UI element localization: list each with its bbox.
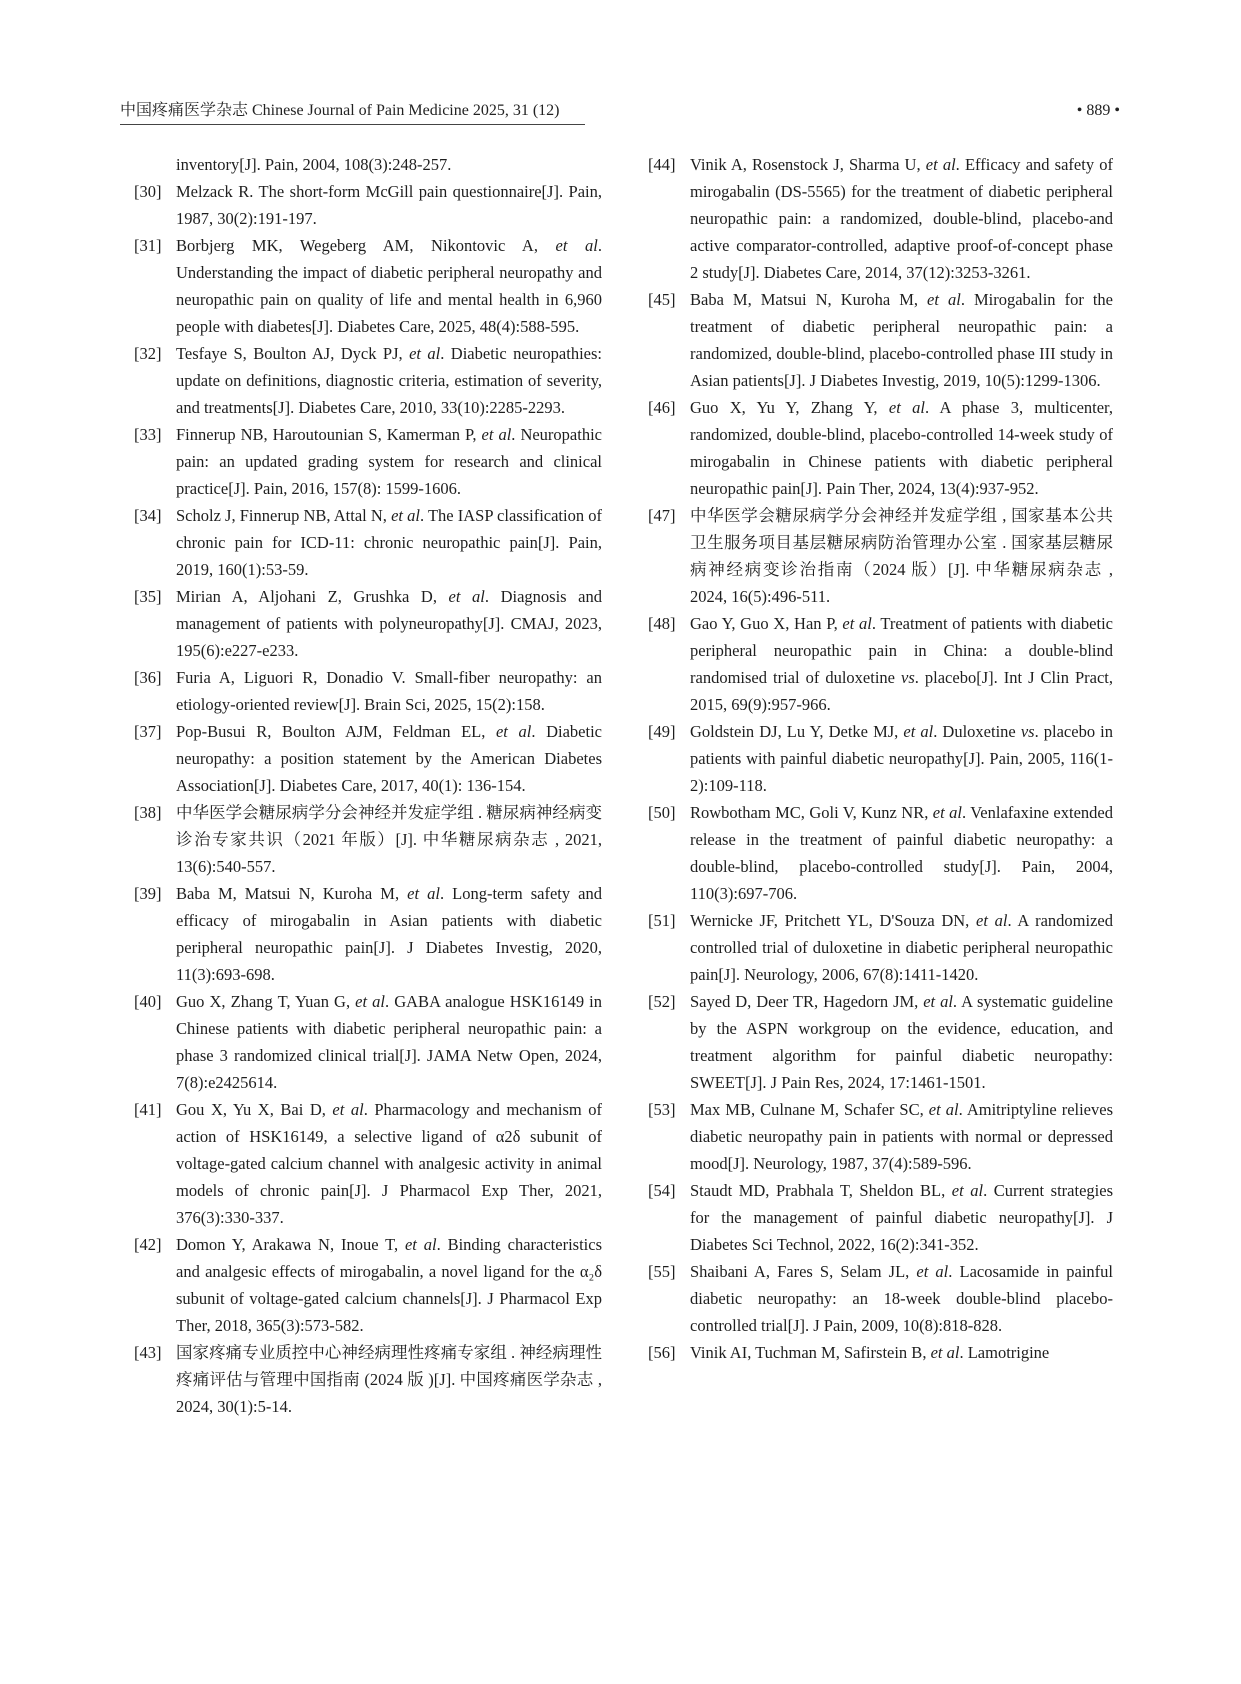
reference-entry: [648, 502, 1113, 610]
reference-text: inventory[J]. Pain, 2004, 108(3):248-257.: [176, 155, 452, 174]
reference-text: Baba M, Matsui N, Kuroha M, et al. Long-term safety and efficacy of mirogabalin in Asian patients with diabetic peripheral neuropathic pain[J]. J Diabetes Investig, 2020, 11(3):693-698.: [176, 884, 603, 984]
reference-number: [31]: [134, 236, 162, 255]
reference-entry: [648, 1177, 1113, 1258]
reference-number: [30]: [134, 182, 162, 201]
reference-number: [49]: [648, 722, 676, 741]
reference-text: 国家疼痛专业质控中心神经病理性疼痛专家组 . 神经病理性疼痛评估与管理中国指南 (2024 版 )[J]. 中国疼痛医学杂志 , 2024, 30(1):5-14.: [176, 1343, 602, 1416]
reference-entry: [134, 151, 602, 178]
reference-number: [34]: [134, 506, 162, 525]
reference-number: [45]: [648, 290, 676, 309]
reference-entry: [648, 1258, 1113, 1339]
reference-text: Sayed D, Deer TR, Hagedorn JM, et al. A systematic guideline by the ASPN workgroup on the evidence, education, and treatment algorithm for painful diabetic neuropathy: SWEET[J]. J Pain Res, 2024, 17:1461-1501.: [690, 992, 1113, 1092]
reference-text: Melzack R. The short-form McGill pain questionnaire[J]. Pain, 1987, 30(2):191-197.: [176, 182, 602, 228]
reference-number: [54]: [648, 1181, 676, 1200]
reference-entry: [648, 799, 1113, 907]
reference-number: [36]: [134, 668, 162, 687]
reference-text: Furia A, Liguori R, Donadio V. Small-fiber neuropathy: an etiology-oriented review[J]. Brain Sci, 2025, 15(2):158.: [176, 668, 602, 714]
reference-entry: [134, 799, 602, 880]
reference-entry: [134, 583, 602, 664]
reference-number: [37]: [134, 722, 162, 741]
reference-entry: [134, 1096, 602, 1231]
reference-entry: [648, 286, 1113, 394]
reference-number: [38]: [134, 803, 162, 822]
reference-number: [46]: [648, 398, 676, 417]
reference-entry: [134, 664, 602, 718]
reference-entry: [134, 340, 602, 421]
reference-number: [32]: [134, 344, 162, 363]
reference-entry: [134, 421, 602, 502]
reference-entry: [134, 880, 602, 988]
page-number: • 889 •: [1076, 102, 1120, 119]
reference-number: [48]: [648, 614, 676, 633]
reference-text: Wernicke JF, Pritchett YL, D'Souza DN, et al. A randomized controlled trial of duloxetine in diabetic peripheral neuropathic pain[J]. Neurology, 2006, 67(8):1411-1420.: [690, 911, 1113, 984]
reference-number: [41]: [134, 1100, 162, 1119]
reference-entry: [134, 178, 602, 232]
reference-entry: [648, 394, 1113, 502]
reference-entry: [134, 1231, 602, 1339]
running-header: [120, 100, 1120, 126]
reference-column-left: [134, 151, 602, 1420]
reference-text: Guo X, Zhang T, Yuan G, et al. GABA analogue HSK16149 in Chinese patients with diabetic peripheral neuropathic pain: a phase 3 randomized clinical trial[J]. JAMA Netw Open, 2024, 7(8):e2425614.: [176, 992, 602, 1092]
reference-entry: [648, 1339, 1113, 1366]
reference-text: Gao Y, Guo X, Han P, et al. Treatment of patients with diabetic peripheral neuropathic pain in China: a double-blind randomised trial of duloxetine vs. placebo[J]. Int J Clin Pract, 2015, 69(9):957-966.: [690, 614, 1114, 714]
reference-number: [40]: [134, 992, 162, 1011]
reference-text: Max MB, Culnane M, Schafer SC, et al. Amitriptyline relieves diabetic neuropathy pain in patients with normal or depressed mood[J]. Neurology, 1987, 37(4):589-596.: [690, 1100, 1114, 1173]
reference-number: [47]: [648, 506, 676, 525]
reference-text: Domon Y, Arakawa N, Inoue T, et al. Binding characteristics and analgesic effects of mirogabalin, a novel ligand for the α₂δ subunit of voltage-gated calcium channels[J]. J Pharmacol Exp Ther, 2018, 365(3):573-582.: [176, 1235, 602, 1335]
reference-number: [39]: [134, 884, 162, 903]
reference-number: [52]: [648, 992, 676, 1011]
reference-text: 中华医学会糖尿病学分会神经并发症学组 . 糖尿病神经病变诊治专家共识（2021 年版）[J]. 中华糖尿病杂志 , 2021, 13(6):540-557.: [176, 803, 602, 876]
reference-number: [35]: [134, 587, 162, 606]
reference-number: [55]: [648, 1262, 676, 1281]
reference-number: [33]: [134, 425, 162, 444]
reference-entry: [134, 502, 602, 583]
reference-text: Baba M, Matsui N, Kuroha M, et al. Mirogabalin for the treatment of diabetic peripheral neuropathic pain: a randomized, double-blind, placebo-controlled phase III study in Asian patients[J]. J Diabetes Investig, 2019, 10(5):1299-1306.: [690, 290, 1114, 390]
reference-text: Borbjerg MK, Wegeberg AM, Nikontovic A, et al. Understanding the impact of diabetic peripheral neuropathy and neuropathic pain on quality of life and mental health in 6,960 people with diabetes[J]. Diabetes Care, 2025, 48(4):588-595.: [176, 236, 602, 336]
reference-column-right: [648, 151, 1113, 1366]
reference-number: [43]: [134, 1343, 162, 1362]
reference-entry: [648, 151, 1113, 286]
reference-number: [51]: [648, 911, 676, 930]
reference-text: Staudt MD, Prabhala T, Sheldon BL, et al. Current strategies for the management of painful diabetic neuropathy[J]. J Diabetes Sci Technol, 2022, 16(2):341-352.: [690, 1181, 1113, 1254]
reference-text: Shaibani A, Fares S, Selam JL, et al. Lacosamide in painful diabetic neuropathy: an 18-week double-blind placebo-controlled trial[J]. J Pain, 2009, 10(8):818-828.: [690, 1262, 1114, 1335]
reference-number: [56]: [648, 1343, 676, 1362]
reference-entry: [134, 1339, 602, 1420]
reference-text: Guo X, Yu Y, Zhang Y, et al. A phase 3, multicenter, randomized, double-blind, placebo-controlled 14-week study of mirogabalin in Chinese patients with diabetic peripheral neuropathic pain[J]. Pain Ther, 2024, 13(4):937-952.: [690, 398, 1114, 498]
reference-text: Vinik AI, Tuchman M, Safirstein B, et al. Lamotrigine: [690, 1343, 1050, 1362]
reference-entry: [134, 718, 602, 799]
reference-entry: [648, 610, 1113, 718]
reference-number: [44]: [648, 155, 676, 174]
reference-text: Goldstein DJ, Lu Y, Detke MJ, et al. Duloxetine vs. placebo in patients with painful diabetic neuropathy[J]. Pain, 2005, 116(1-2):109-118.: [690, 722, 1113, 795]
header-rule: [120, 124, 585, 125]
reference-entry: [134, 988, 602, 1096]
reference-text: Finnerup NB, Haroutounian S, Kamerman P, et al. Neuropathic pain: an updated grading system for research and clinical practice[J]. Pain, 2016, 157(8): 1599-1606.: [176, 425, 602, 498]
reference-text: Vinik A, Rosenstock J, Sharma U, et al. Efficacy and safety of mirogabalin (DS-5565) for the treatment of diabetic peripheral neuropathic pain: a randomized, double-blind, placebo-and active comparator-controlled, adaptive proof-of-concept phase 2 study[J]. Diabetes Care, 2014, 37(12):3253-3261.: [690, 155, 1113, 282]
reference-entry: [648, 1096, 1113, 1177]
reference-text: Scholz J, Finnerup NB, Attal N, et al. The IASP classification of chronic pain for ICD-11: chronic neuropathic pain[J]. Pain, 2019, 160(1):53-59.: [176, 506, 602, 579]
reference-entry: [648, 718, 1113, 799]
reference-number: [42]: [134, 1235, 162, 1254]
reference-entry: [648, 907, 1113, 988]
reference-text: Rowbotham MC, Goli V, Kunz NR, et al. Venlafaxine extended release in the treatment of painful diabetic neuropathy: a double-blind, placebo-controlled study[J]. Pain, 2004, 110(3):697-706.: [690, 803, 1113, 903]
reference-text: Gou X, Yu X, Bai D, et al. Pharmacology and mechanism of action of HSK16149, a selective ligand of α2δ subunit of voltage-gated calcium channel with analgesic activity in animal models of chronic pain[J]. J Pharmacol Exp Ther, 2021, 376(3):330-337.: [176, 1100, 602, 1227]
reference-entry: [134, 232, 602, 340]
reference-text: Mirian A, Aljohani Z, Grushka D, et al. Diagnosis and management of patients with polyneuropathy[J]. CMAJ, 2023, 195(6):e227-e233.: [176, 587, 602, 660]
reference-number: [53]: [648, 1100, 676, 1119]
reference-number: [50]: [648, 803, 676, 822]
reference-text: Pop-Busui R, Boulton AJM, Feldman EL, et al. Diabetic neuropathy: a position statement by the American Diabetes Association[J]. Diabetes Care, 2017, 40(1): 136-154.: [176, 722, 602, 795]
reference-entry: [648, 988, 1113, 1096]
reference-text: 中华医学会糖尿病学分会神经并发症学组 , 国家基本公共卫生服务项目基层糖尿病防治管理办公室 . 国家基层糖尿病神经病变诊治指南（2024 版）[J]. 中华糖尿病杂志 , 2024, 16(5):496-511.: [690, 506, 1113, 606]
reference-text: Tesfaye S, Boulton AJ, Dyck PJ, et al. Diabetic neuropathies: update on definitions, diagnostic criteria, estimation of severity, and treatments[J]. Diabetes Care, 2010, 33(10):2285-2293.: [176, 344, 602, 417]
journal-title: 中国疼痛医学杂志 Chinese Journal of Pain Medicine 2025, 31 (12): [120, 102, 560, 119]
